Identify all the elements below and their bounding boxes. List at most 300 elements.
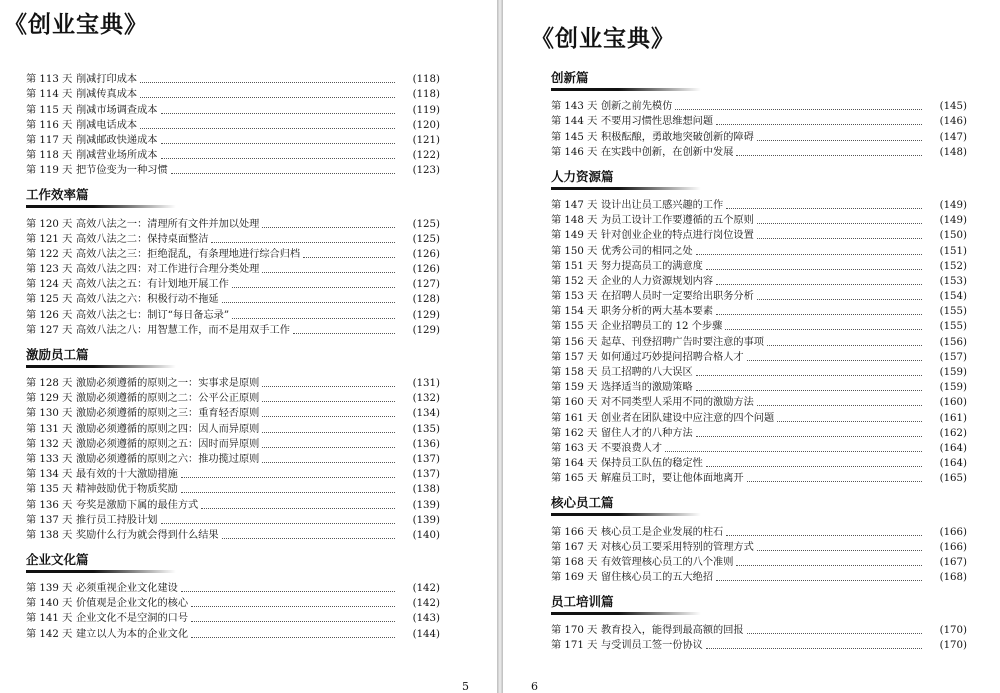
toc-entry-title: 企业文化不是空洞的口号: [76, 613, 189, 625]
toc-entry-day: 第 142 天: [26, 628, 73, 640]
toc-entry-day: 第 119 天: [26, 165, 73, 177]
toc-dot-leader: [696, 389, 922, 391]
toc-entry-page: (125): [412, 218, 440, 230]
toc-entry-page: (159): [939, 367, 967, 378]
toc-entry-day: 第 138 天: [26, 529, 73, 541]
section-title: 员工培训篇: [551, 594, 614, 610]
toc-entry: [26, 232, 440, 247]
toc-dot-leader: [736, 154, 922, 156]
toc-entry-title: 起草、刊登招聘广告时要注意的事项: [601, 336, 764, 348]
toc-section: [551, 495, 967, 516]
toc-entry-day: 第 117 天: [26, 134, 73, 146]
toc-entry-title: 创新之前先模仿: [601, 101, 673, 113]
toc-entry-day: 第 128 天: [26, 378, 73, 389]
toc-entry: [26, 581, 440, 596]
toc-entry: [26, 102, 440, 117]
toc-dot-leader: [262, 226, 395, 228]
toc-entry: [26, 452, 440, 467]
toc-entry-title: 激励必须遵循的原则之四：因人而异原则: [76, 423, 260, 435]
toc-entry-day: 第 147 天: [551, 199, 598, 211]
toc-entry-day: 第 131 天: [26, 423, 73, 435]
toc-entry-title: 不要用习惯性思维想问题: [601, 116, 714, 128]
toc-entry-day: 第 133 天: [26, 453, 73, 465]
toc-entry-day: 第 163 天: [551, 442, 598, 454]
toc-entry: [551, 380, 967, 395]
section-title: 激励员工篇: [26, 346, 89, 362]
toc-entry-title: 保持员工队伍的稳定性: [601, 458, 703, 470]
toc-entry-title: 员工招聘的八大误区: [601, 367, 693, 378]
toc-entry-title: 企业的人力资源规划内容: [601, 275, 714, 287]
toc-entry: [551, 304, 967, 319]
toc-dot-leader: [222, 537, 395, 539]
toc-entry-title: 高效八法之八：用智慧工作，而不是用双手工作: [76, 324, 290, 336]
toc-entry-title: 削减营业场所成本: [76, 150, 158, 162]
toc-entry-day: 第 143 天: [551, 101, 598, 113]
toc-entry-day: 第 141 天: [26, 613, 73, 625]
section-title: 工作效率篇: [26, 187, 89, 203]
toc-entry-title: 创业者在团队建设中应注意的四个问题: [601, 412, 775, 424]
toc-entry-day: 第 165 天: [551, 473, 598, 485]
toc-section: [26, 187, 440, 208]
toc-entry-title: 高效八法之七：制订“每日备忘录”: [76, 309, 230, 321]
toc-entry: [26, 467, 440, 482]
section-rule: [26, 570, 176, 573]
toc-entry-page: (129): [412, 309, 440, 321]
toc-entry-page: (164): [939, 442, 967, 454]
toc-entry: [551, 540, 967, 555]
toc-entry-page: (155): [939, 306, 967, 318]
toc-dot-leader: [232, 317, 395, 319]
toc-dot-leader: [736, 564, 922, 566]
toc-entry-day: 第 122 天: [26, 248, 73, 260]
toc-entry: [551, 274, 967, 289]
toc-section-header: [551, 594, 967, 615]
toc-section-header: [26, 552, 440, 573]
toc-dot-leader: [747, 480, 922, 482]
toc-entry-day: 第 146 天: [551, 146, 598, 158]
toc-entry-page: (149): [939, 199, 967, 211]
section-title: 核心员工篇: [551, 495, 614, 511]
toc-entry-day: 第 137 天: [26, 514, 73, 526]
toc-entry: [26, 72, 440, 87]
toc-entry-page: (149): [939, 215, 967, 227]
toc-entry-day: 第 153 天: [551, 291, 598, 303]
toc-entry-page: (146): [939, 116, 967, 128]
toc-dot-leader: [191, 620, 395, 622]
toc-entry-day: 第 134 天: [26, 469, 73, 481]
toc-entry-page: (150): [939, 230, 967, 242]
toc-entry-title: 高效八法之四：对工作进行合理分类处理: [76, 264, 260, 276]
toc-entry-day: 第 169 天: [551, 572, 598, 584]
toc-section-header: [26, 347, 440, 368]
toc-section: [551, 70, 967, 91]
toc-entry-page: (121): [412, 134, 440, 146]
toc-entry-day: 第 157 天: [551, 351, 598, 363]
toc-entry-page: (156): [939, 336, 967, 348]
toc-entry-title: 核心员工是企业发展的柱石: [601, 526, 724, 538]
toc-entry: [26, 497, 440, 512]
toc-dot-leader: [777, 420, 922, 422]
toc-dot-leader: [161, 142, 396, 144]
toc-section: [551, 594, 967, 615]
toc-entry-page: (118): [412, 74, 440, 86]
toc-dot-leader: [757, 298, 922, 300]
toc-dot-leader: [211, 241, 395, 243]
toc-entry: [551, 638, 967, 653]
toc-entry-title: 把节俭变为一种习惯: [76, 165, 168, 177]
toc-entry-day: 第 171 天: [551, 640, 598, 652]
toc-entry-title: 选择适当的激励策略: [601, 382, 693, 394]
toc-entry: [551, 228, 967, 243]
toc-entry-title: 留住人才的八种方法: [601, 427, 693, 439]
toc-dot-leader: [747, 359, 922, 361]
toc-entry-page: (154): [939, 291, 967, 303]
toc-entry: [551, 198, 967, 213]
toc-entry-title: 与受训员工签一份协议: [601, 640, 703, 652]
toc-entry-page: (123): [412, 165, 440, 177]
toc-entry: [26, 528, 440, 543]
toc-entry-day: 第 136 天: [26, 499, 73, 511]
toc-entry-day: 第 139 天: [26, 583, 73, 595]
toc-entry-page: (125): [412, 233, 440, 245]
toc-entry: [26, 421, 440, 436]
toc-entry-day: 第 149 天: [551, 230, 598, 242]
toc-entry-page: (145): [939, 101, 967, 113]
toc-entry-title: 削减电话成本: [76, 119, 138, 131]
toc-section: [26, 347, 440, 368]
toc-entry-day: 第 123 天: [26, 264, 73, 276]
toc-entry-page: (137): [412, 469, 440, 481]
toc-entry-page: (152): [939, 260, 967, 272]
toc-dot-leader: [262, 446, 395, 448]
toc-entry-title: 努力提高员工的满意度: [601, 260, 703, 272]
toc-dot-leader: [725, 328, 922, 330]
toc-dot-leader: [222, 301, 395, 303]
toc-entry-title: 高效八法之三：拒绝混乱，有条理地进行综合归档: [76, 248, 301, 260]
toc-entry: [26, 216, 440, 231]
toc-dot-leader: [181, 491, 395, 493]
toc-entry-page: (139): [412, 514, 440, 526]
toc-dot-leader: [262, 271, 395, 273]
toc-entry: [26, 437, 440, 452]
toc-dot-leader: [140, 127, 395, 129]
toc-entry: [551, 99, 967, 114]
toc-entry-title: 激励必须遵循的原则之三：重育轻否原则: [76, 408, 260, 420]
toc-dot-leader: [262, 461, 395, 463]
toc-entry-day: 第 164 天: [551, 458, 598, 470]
toc-entry: [26, 87, 440, 102]
toc-entry-page: (170): [939, 625, 967, 637]
toc-entry: [26, 596, 440, 611]
toc-entry-day: 第 129 天: [26, 393, 73, 405]
toc-entry: [551, 365, 967, 380]
toc-entry-page: (136): [412, 438, 440, 450]
section-title: 创新篇: [551, 70, 589, 85]
toc-entry: [551, 570, 967, 585]
toc-entry: [551, 524, 967, 539]
toc-dot-leader: [201, 507, 395, 509]
toc-entry-page: (147): [939, 131, 967, 143]
toc-entry-title: 激励必须遵循的原则之二：公平公正原则: [76, 393, 260, 405]
toc-entry: [551, 243, 967, 258]
toc-entry-day: 第 162 天: [551, 427, 598, 439]
toc-entry: [551, 319, 967, 334]
toc-entry: [26, 247, 440, 262]
toc-entry-day: 第 151 天: [551, 260, 598, 272]
toc-entry: [551, 334, 967, 349]
page-number: 6: [531, 680, 538, 693]
toc-entry-title: 削减打印成本: [76, 74, 138, 86]
toc-entry-page: (132): [412, 393, 440, 405]
toc-entry-page: (161): [939, 412, 967, 424]
toc-entry-day: 第 132 天: [26, 438, 73, 450]
toc-entry-title: 推行员工持股计划: [76, 514, 158, 526]
toc-entry-page: (143): [412, 613, 440, 625]
toc-entry-title: 高效八法之六：积极行动不拖延: [76, 294, 219, 306]
toc-entry-day: 第 140 天: [26, 598, 73, 610]
toc-entry-title: 对核心员工要采用特别的管理方式: [601, 541, 754, 553]
toc-entry-title: 激励必须遵循的原则之五：因时而异原则: [76, 438, 260, 450]
toc-entry-day: 第 145 天: [551, 131, 598, 143]
toc-entry-title: 激励必须遵循的原则之一：实事求是原则: [76, 378, 260, 389]
toc-entry: [26, 391, 440, 406]
toc-entry-title: 对不同类型人采用不同的激励方法: [601, 397, 754, 409]
toc-section-header: [551, 70, 967, 91]
toc-dot-leader: [140, 96, 395, 98]
toc-entry-day: 第 155 天: [551, 321, 598, 333]
toc-entry: [26, 277, 440, 292]
toc-entry-page: (139): [412, 499, 440, 511]
toc-entry-page: (167): [939, 556, 967, 568]
toc-entry-title: 职务分析的两大基本要素: [601, 306, 714, 318]
toc-entry-day: 第 167 天: [551, 541, 598, 553]
toc-entry-page: (162): [939, 427, 967, 439]
toc-entry-title: 削减传真成本: [76, 89, 138, 101]
toc-entry-title: 精神鼓励优于物质奖励: [76, 484, 178, 496]
toc-entry-title: 高效八法之五：有计划地开展工作: [76, 279, 229, 291]
toc-entry-page: (122): [412, 150, 440, 162]
toc-entry-page: (126): [412, 264, 440, 276]
left-page: [0, 0, 497, 693]
toc-dot-leader: [262, 400, 395, 402]
toc-entry-page: (127): [412, 279, 440, 291]
toc-dot-leader: [171, 172, 395, 174]
toc-entry: [26, 163, 440, 178]
toc-dot-leader: [767, 344, 922, 346]
toc-entry-page: (166): [939, 526, 967, 538]
toc-dot-leader: [706, 647, 922, 649]
toc-entry-day: 第 125 天: [26, 294, 73, 306]
toc-dot-leader: [303, 256, 395, 258]
toc-entry-title: 积极酝酿，勇敢地突破创新的障碍: [601, 131, 754, 143]
toc-entry-day: 第 148 天: [551, 215, 598, 227]
toc-entry-page: (160): [939, 397, 967, 409]
toc-entry-page: (135): [412, 423, 440, 435]
toc-entry-title: 优秀公司的相同之处: [601, 245, 693, 257]
toc-entry-day: 第 150 天: [551, 245, 598, 257]
toc-entry-title: 在招聘人员时一定要给出职务分析: [601, 291, 754, 303]
toc-dot-leader: [757, 139, 922, 141]
toc-dot-leader: [757, 222, 922, 224]
toc-dot-leader: [140, 81, 395, 83]
toc-section: [551, 169, 967, 190]
toc-section-header: [551, 495, 967, 516]
toc-entry-page: (142): [412, 583, 440, 595]
toc-entry-day: 第 159 天: [551, 382, 598, 394]
toc-entry-day: 第 168 天: [551, 556, 598, 568]
toc-entry-page: (142): [412, 598, 440, 610]
toc-entry: [26, 482, 440, 497]
toc-dot-leader: [293, 332, 395, 334]
toc-entry: [551, 213, 967, 228]
toc-entry: [551, 426, 967, 441]
toc-entry: [26, 292, 440, 307]
toc-entry-day: 第 113 天: [26, 74, 73, 86]
toc-section: [26, 552, 440, 573]
toc-entry: [26, 118, 440, 133]
toc-entry-title: 削减邮政快递成本: [76, 134, 158, 146]
toc-entry-day: 第 127 天: [26, 324, 73, 336]
toc-entry-day: 第 156 天: [551, 336, 598, 348]
toc-entry-title: 为员工设计工作要遵循的五个原则: [601, 215, 754, 227]
toc-dot-leader: [696, 374, 922, 376]
toc-entry-title: 奖励什么行为就会得到什么结果: [76, 529, 219, 541]
toc-entry: [551, 350, 967, 365]
toc-entry-title: 夸奖是激励下属的最佳方式: [76, 499, 199, 511]
toc-dot-leader: [716, 579, 922, 581]
toc-entry-day: 第 152 天: [551, 275, 598, 287]
toc-entry: [26, 406, 440, 421]
toc-entry: [26, 133, 440, 148]
toc-entry-title: 在实践中创新，在创新中发展: [601, 146, 734, 158]
section-rule: [551, 88, 701, 91]
page-number: 5: [462, 680, 469, 693]
toc-entry: [26, 262, 440, 277]
toc-entry-page: (157): [939, 351, 967, 363]
toc-entry-page: (151): [939, 245, 967, 257]
toc-entry-page: (134): [412, 408, 440, 420]
toc-entry-day: 第 121 天: [26, 233, 73, 245]
toc-entry-page: (153): [939, 275, 967, 287]
toc-dot-leader: [716, 123, 922, 125]
toc-entry-title: 教育投入，能得到最高额的回报: [601, 625, 744, 637]
toc-entry: [26, 307, 440, 322]
toc-dot-leader: [161, 112, 396, 114]
toc-entry-page: (170): [939, 640, 967, 652]
toc-entry-day: 第 158 天: [551, 367, 598, 378]
toc-dot-leader: [706, 465, 922, 467]
toc-entry: [551, 441, 967, 456]
toc-entry: [551, 114, 967, 129]
toc-entry-page: (166): [939, 541, 967, 553]
toc-entry: [26, 513, 440, 528]
toc-entry-page: (144): [412, 628, 440, 640]
toc-entry-title: 高效八法之二：保持桌面整洁: [76, 233, 209, 245]
toc-entry-title: 激励必须遵循的原则之六：推功揽过原则: [76, 453, 260, 465]
toc-dot-leader: [181, 590, 395, 592]
toc-entry-page: (118): [412, 89, 440, 101]
toc-entry-page: (165): [939, 473, 967, 485]
toc-dot-leader: [181, 476, 395, 478]
toc-entry-page: (131): [412, 378, 440, 389]
section-rule: [26, 205, 176, 208]
section-rule: [551, 513, 701, 516]
toc-entry-title: 解雇员工时，要让他体面地离开: [601, 473, 744, 485]
toc-entry-day: 第 114 天: [26, 89, 73, 101]
toc-entry-day: 第 161 天: [551, 412, 598, 424]
toc-entry-day: 第 124 天: [26, 279, 73, 291]
toc-dot-leader: [726, 534, 922, 536]
toc-entry-page: (137): [412, 453, 440, 465]
toc-entry-page: (168): [939, 572, 967, 584]
toc-entry-title: 必须重视企业文化建设: [76, 583, 178, 595]
toc-dot-leader: [696, 435, 922, 437]
toc-entry-day: 第 166 天: [551, 526, 598, 538]
toc-entry: [551, 145, 967, 160]
toc-dot-leader: [757, 404, 922, 406]
toc-dot-leader: [262, 431, 395, 433]
toc-entry-page: (120): [412, 119, 440, 131]
toc-entry: [26, 376, 440, 391]
toc-entry-title: 有效管理核心员工的八个准则: [601, 556, 734, 568]
section-rule: [26, 365, 176, 368]
toc-dot-leader: [696, 253, 922, 255]
toc-dot-leader: [161, 157, 396, 159]
toc-entry-title: 削减市场调查成本: [76, 104, 158, 116]
toc-dot-leader: [191, 605, 395, 607]
toc-entry-page: (140): [412, 529, 440, 541]
toc-entry-day: 第 118 天: [26, 150, 73, 162]
toc-section-header: [551, 169, 967, 190]
toc-entry: [551, 259, 967, 274]
toc-dot-leader: [161, 522, 396, 524]
toc-entry-page: (126): [412, 248, 440, 260]
toc-entry-title: 建立以人为本的企业文化: [76, 628, 189, 640]
toc-entry: [551, 555, 967, 570]
toc-dot-leader: [726, 207, 922, 209]
toc-dot-leader: [232, 286, 395, 288]
toc-entry-day: 第 170 天: [551, 625, 598, 637]
toc-dot-leader: [757, 549, 922, 551]
toc-dot-leader: [665, 450, 922, 452]
right-page: [503, 0, 1000, 693]
toc-dot-leader: [747, 632, 922, 634]
toc-entry-title: 针对创业企业的特点进行岗位设置: [601, 230, 754, 242]
toc-entry-day: 第 144 天: [551, 116, 598, 128]
toc-entry-day: 第 160 天: [551, 397, 598, 409]
toc-entry-page: (119): [412, 104, 440, 116]
section-rule: [551, 612, 701, 615]
toc-entry-page: (164): [939, 458, 967, 470]
toc-entry: [551, 623, 967, 638]
toc-entry-page: (155): [939, 321, 967, 333]
toc-dot-leader: [716, 283, 922, 285]
toc-entry: [26, 611, 440, 626]
toc-right: [551, 70, 967, 653]
toc-entry-title: 留住核心员工的五大绝招: [601, 572, 714, 584]
toc-entry-day: 第 135 天: [26, 484, 73, 496]
toc-entry: [551, 129, 967, 144]
toc-entry-day: 第 120 天: [26, 218, 73, 230]
toc-left: [26, 72, 440, 642]
toc-entry: [26, 323, 440, 338]
toc-entry-title: 如何通过巧妙提问招聘合格人才: [601, 351, 744, 363]
toc-entry-page: (129): [412, 324, 440, 336]
section-rule: [551, 187, 701, 190]
toc-entry-day: 第 116 天: [26, 119, 73, 131]
toc-entry: [26, 148, 440, 163]
book-title: 《创业宝典》: [531, 25, 675, 52]
